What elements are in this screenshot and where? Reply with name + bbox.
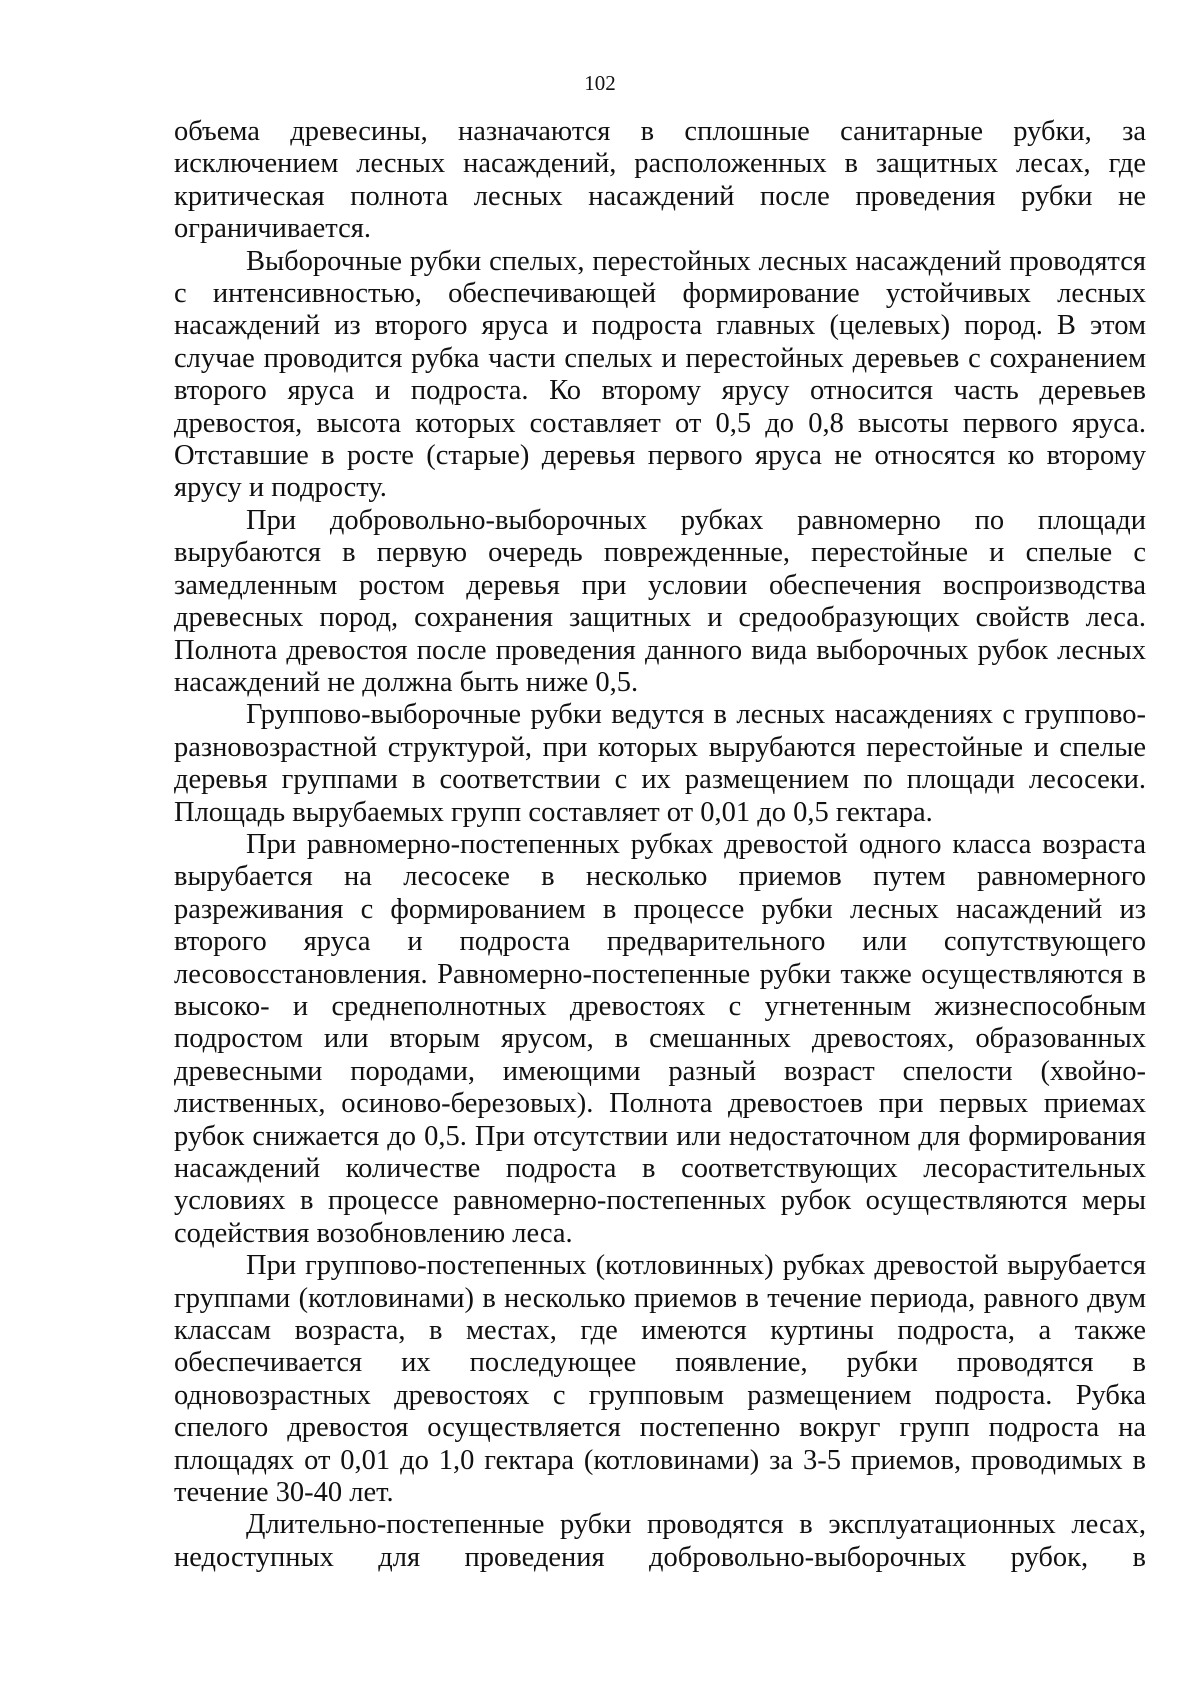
paragraph-6: При группово-постепенных (котловинных) рубках древостой вырубается группами (котловинами) в несколько приемов в течение периода, равного двум классам возраста, в местах, где имеются куртины подроста, а также обеспечивается их последующее появление, рубки проводятся в одновозрастных древостоях с групповым размещением подроста. Рубка спелого древостоя осуществляется постепенно вокруг групп подроста на площадях от 0,01 до 1,0 гектара (котловинами) за 3-5 приемов, проводимых в течение 30-40 лет.: [174, 1250, 1146, 1509]
paragraph-4: Группово-выборочные рубки ведутся в лесных насаждениях с группово-разновозрастной структурой, при которых вырубаются перестойные и спелые деревья группами в соответствии с их размещением по площади лесосеки. Площадь вырубаемых групп составляет от 0,01 до 0,5 гектара.: [174, 699, 1146, 828]
paragraph-5: При равномерно-постепенных рубках древостой одного класса возраста вырубается на лесосеке в несколько приемов путем равномерного разреживания с формированием в процессе рубки лесных насаждений из второго яруса и подроста предварительного или сопутствующего лесовосстановления. Равномерно-постепенные рубки также осуществляются в высоко- и среднеполнотных древостоях с угнетенным жизнеспособным подростом или вторым ярусом, в смешанных древостоях, образованных древесными породами, имеющими разный возраст спелости (хвойно-лиственных, осиново-березовых). Полнота древостоев при первых приемах рубок снижается до 0,5. При отсутствии или недостаточном для формирования насаждений количестве подроста в соответствующих лесорастительных условиях в процессе равномерно-постепенных рубок осуществляются меры содействия возобновлению леса.: [174, 828, 1146, 1249]
paragraph-1: объема древесины, назначаются в сплошные санитарные рубки, за исключением лесных насаждений, расположенных в защитных лесах, где критическая полнота лесных насаждений после проведения рубки не ограничивается.: [174, 116, 1146, 245]
paragraph-2: Выборочные рубки спелых, перестойных лесных насаждений проводятся с интенсивностью, обеспечивающей формирование устойчивых лесных насаждений из второго яруса и подроста главных (целевых) пород. В этом случае проводится рубка части спелых и перестойных деревьев с сохранением второго яруса и подроста. Ко второму ярусу относится часть деревьев древостоя, высота которых составляет от 0,5 до 0,8 высоты первого яруса. Отставшие в росте (старые) деревья первого яруса не относятся ко второму ярусу и подросту.: [174, 245, 1146, 504]
page-number: 102: [584, 71, 616, 95]
paragraph-7: Длительно-постепенные рубки проводятся в эксплуатационных лесах, недоступных для проведения добровольно-выборочных рубок, в: [174, 1509, 1146, 1573]
paragraph-3: При добровольно-выборочных рубках равномерно по площади вырубаются в первую очередь поврежденные, перестойные и спелые с замедленным ростом деревья при условии обеспечения воспроизводства древесных пород, сохранения защитных и средообразующих свойств леса. Полнота древостоя после проведения данного вида выборочных рубок лесных насаждений не должна быть ниже 0,5.: [174, 504, 1146, 698]
document-body: [174, 116, 1146, 1574]
